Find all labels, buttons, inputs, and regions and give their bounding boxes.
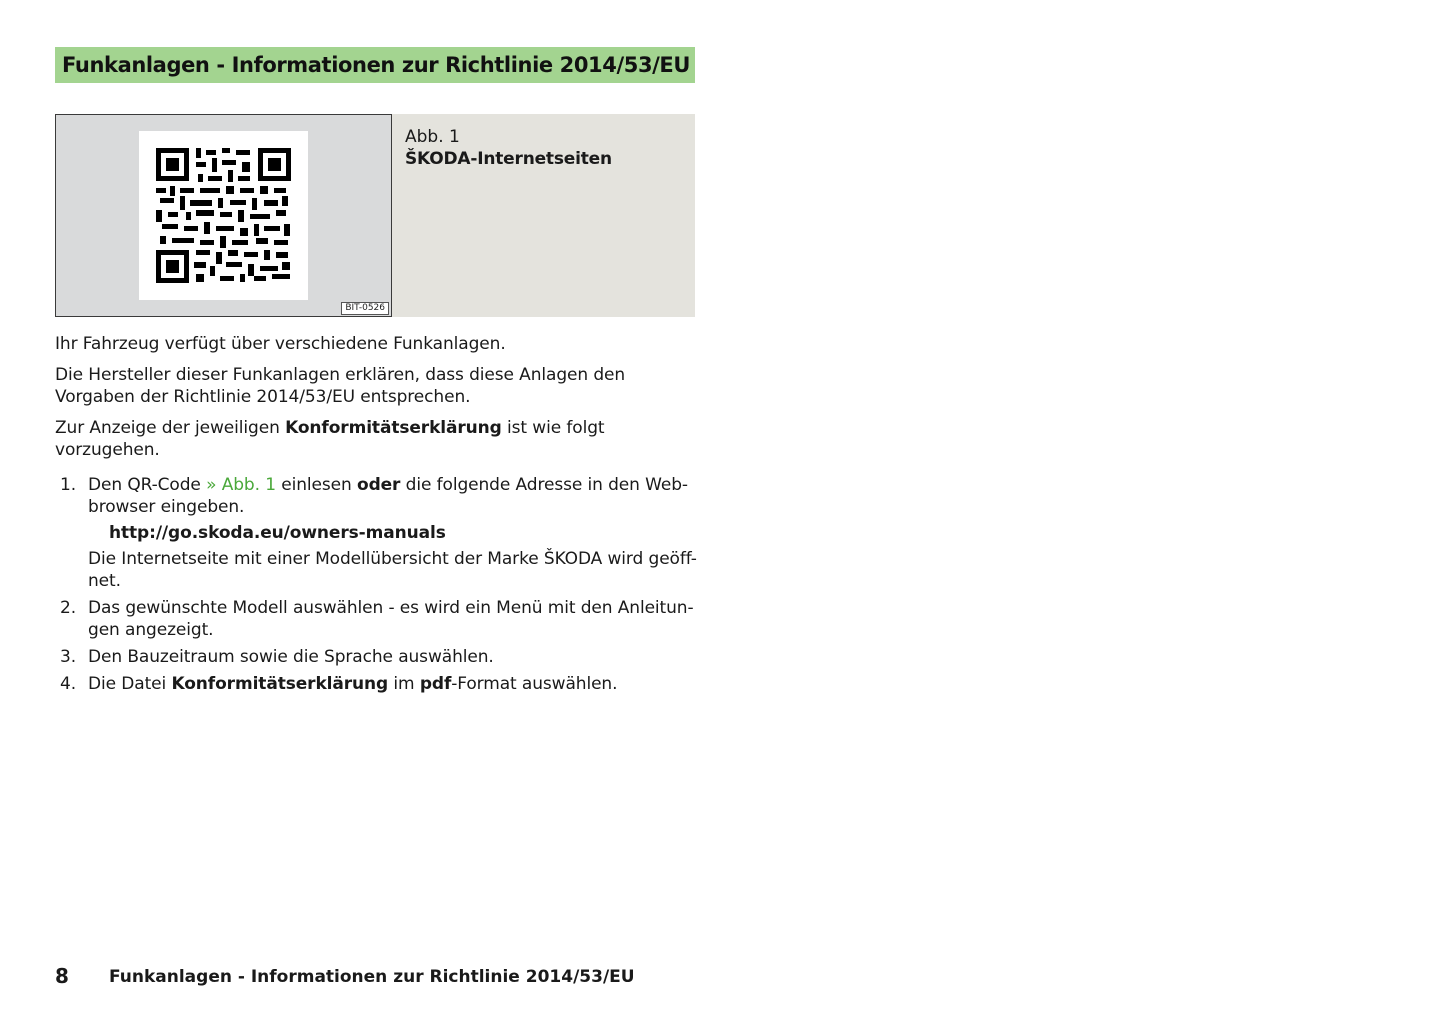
text: Den Bauzeitraum sowie die Sprache auswählen. [88, 647, 494, 667]
text: Das gewünschte Modell auswählen - es wird ein Menü mit den Anleitun-gen angezeigt. [88, 598, 694, 640]
bold-term: Konformitätserklärung [285, 418, 502, 438]
bold-term: oder [356, 475, 401, 495]
paragraph [55, 417, 700, 461]
step-number: 3. [60, 647, 77, 667]
figure-caption [392, 114, 695, 317]
step-number: 1. [60, 475, 77, 495]
caption-label: Abb. 1 [405, 127, 460, 147]
step-list [55, 474, 700, 695]
step-number: 2. [60, 598, 77, 618]
footer-title: Funkanlagen - Informationen zur Richtlinie 2014/53/EU [109, 967, 635, 987]
step-item [55, 474, 700, 592]
step-item [55, 673, 700, 695]
section-heading: Funkanlagen - Informationen zur Richtlinie 2014/53/EU [55, 47, 695, 83]
text: Die Datei [88, 674, 172, 694]
page-number: 8 [55, 964, 69, 988]
qr-code-box [139, 131, 308, 300]
main-text [55, 333, 700, 700]
step-item [55, 597, 700, 641]
manual-url: http://go.skoda.eu/owners-manuals [109, 523, 446, 543]
bold-term: Konformitätserklärung [171, 674, 389, 694]
figure-qr [55, 114, 392, 317]
paragraph: Ihr Fahrzeug verfügt über verschiedene Funkanlagen. [55, 334, 506, 354]
qr-code-icon [156, 148, 291, 283]
text: Zur Anzeige der jeweiligen [55, 418, 286, 438]
step-note: Die Internetseite mit einer Modellübersicht der Marke ŠKODA wird geöff-net. [88, 549, 697, 591]
bold-term: pdf [419, 674, 452, 694]
text: Den QR-Code [88, 475, 207, 495]
paragraph: Die Hersteller dieser Funkanlagen erklären, dass diese Anlagen den Vorgaben der Richtlinie 2014/53/EU entsprechen. [55, 365, 626, 407]
step-number: 4. [60, 674, 77, 694]
caption-title: ŠKODA-Internetseiten [405, 149, 612, 169]
figure-reference-link[interactable]: » Abb. 1 [206, 475, 276, 495]
text: einlesen [275, 475, 357, 495]
figure-code: BIT-0526 [341, 302, 389, 315]
text: -Format auswählen. [451, 674, 618, 694]
text: im [388, 674, 420, 694]
step-item [55, 646, 700, 668]
text: die folgende Adresse in den Web-browser eingeben. [88, 475, 688, 517]
text: ist wie folgt vorzugehen. [55, 418, 605, 460]
